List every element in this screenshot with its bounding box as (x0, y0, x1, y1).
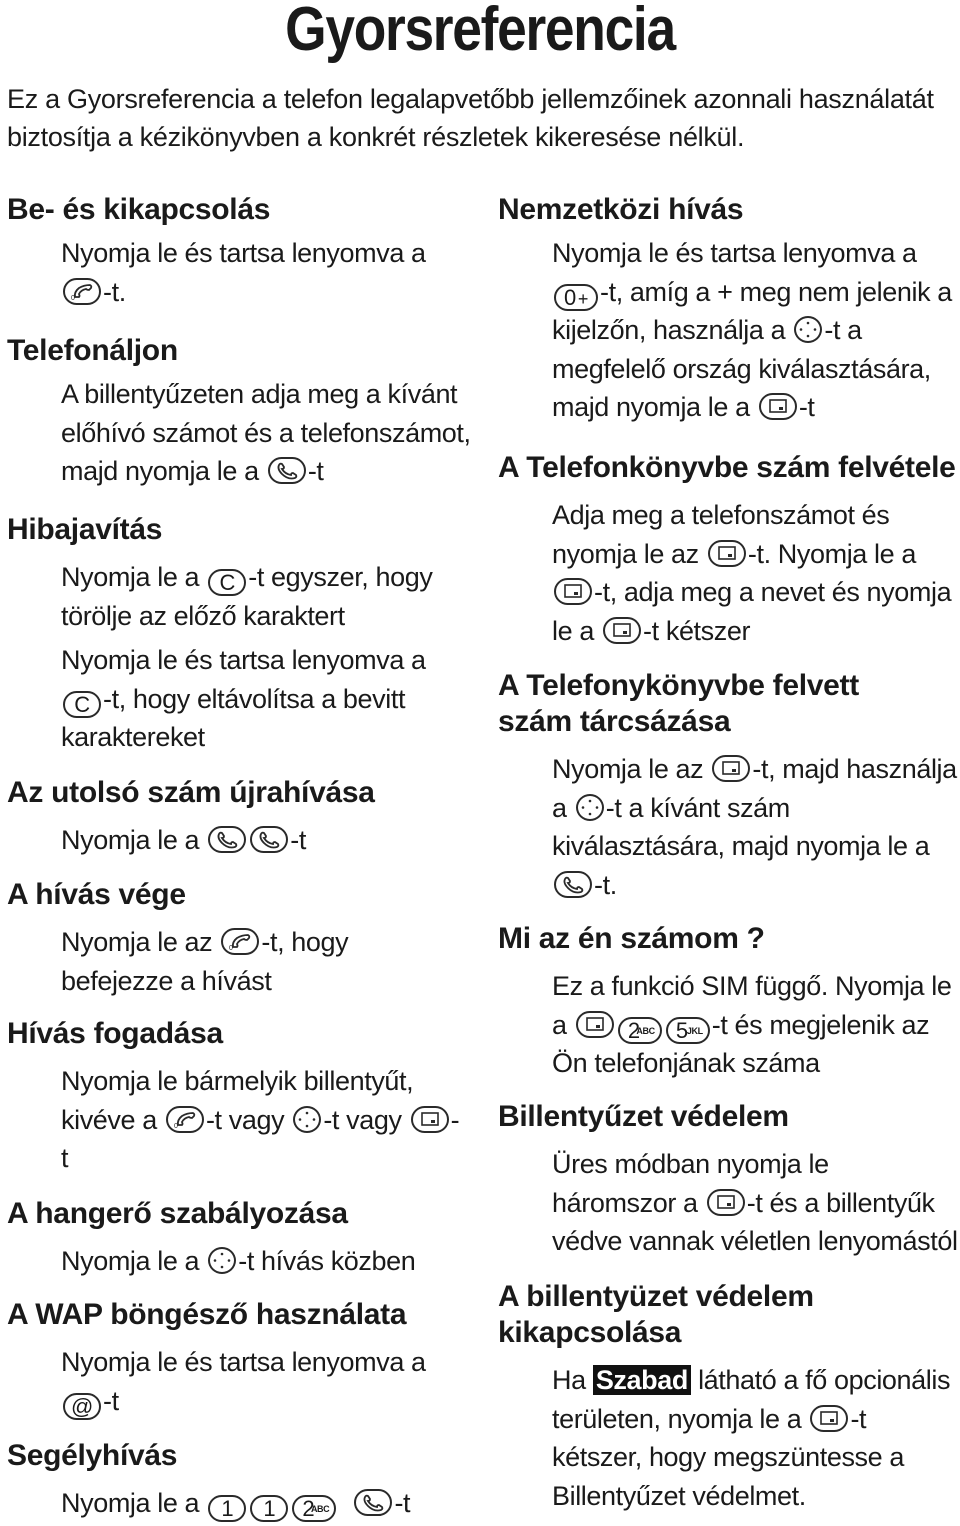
section-heading: A billentyüzet védelem kikapcsolása (498, 1280, 814, 1349)
section-body: Nyomja le a -t hívás közben (61, 1246, 416, 1276)
section-heading: Az utolsó szám újrahívása (7, 776, 375, 809)
status-highlight: Szabad (593, 1365, 691, 1395)
section-body: Nyomja le az -t, majd használja a -t a kívánt szám kiválasztására, majd nyomja le a -t. (552, 754, 957, 900)
section-body: Nyomja le a -t (61, 825, 306, 855)
key-1-icon: 1 (250, 1495, 288, 1522)
section-body: Ez a funkció SIM függő. Nyomja le a 2 ABC 5 JKL -t és megjelenik az Ön telefonjának száma (552, 971, 952, 1078)
section-body: Nyomja le az 0 -t, hogy befejezze a hívást (61, 927, 349, 996)
section-heading: Billentyűzet védelem (498, 1100, 789, 1133)
navigation-key-icon (576, 794, 604, 821)
menu-key-icon (603, 617, 641, 644)
section-heading: Nemzetközi hívás (498, 193, 744, 226)
menu-key-icon (708, 540, 746, 567)
section-body: Üres módban nyomja le háromszor a -t és a billentyűk védve vannak véletlen lenyomástól (552, 1149, 958, 1256)
section-body: Nyomja le és tartsa lenyomva a 0 -t. (61, 238, 426, 307)
section-heading: A Telefonykönyvbe felvett szám tárcsázása (498, 669, 859, 738)
section-correction (7, 512, 477, 757)
menu-key-icon (759, 393, 797, 420)
section-heading: Mi az én számom ? (498, 922, 765, 955)
key-0-plus-icon: 0 + (554, 284, 598, 311)
navigation-key-icon (794, 316, 822, 343)
end-call-key-icon (166, 1106, 204, 1133)
key-1-icon: 1 (208, 1495, 246, 1522)
section-heading: Telefonáljon (7, 334, 178, 367)
wap-key-icon: @ (63, 1393, 101, 1420)
section-keylock-off (498, 1279, 958, 1515)
section-body: Adja meg a telefonszámot és nyomja le az -t. Nyomja le a -t, adja meg a nevet és nyomja le a -t kétszer (552, 500, 952, 646)
section-body: Nyomja le a C -t egyszer, hogy törölje az előző karaktert Nyomja le és tartsa lenyomva a C -t, hogy eltávolítsa a bevitt karaktereket (61, 562, 433, 752)
section-heading: A hangerő szabályozása (7, 1197, 348, 1230)
page-title: Gyorsreferencia (285, 0, 675, 64)
section-heading: A WAP böngésző használata (7, 1298, 407, 1331)
svg-text:0: 0 (229, 945, 233, 952)
menu-key-icon (411, 1106, 449, 1133)
section-international (498, 192, 958, 427)
section-body: Nyomja le és tartsa lenyomva a 0 + -t, amíg a + meg nem jelenik a kijelzőn, használja a -t a megfelelő ország kiválasztására, majd nyomja le a -t (552, 238, 952, 422)
menu-key-icon (707, 1189, 745, 1216)
menu-key-icon (554, 578, 592, 605)
section-dial-contact (498, 668, 958, 904)
call-key-icon (250, 826, 288, 853)
section-heading: Hibajavítás (7, 513, 163, 546)
section-keylock (498, 1099, 958, 1261)
navigation-key-icon (208, 1247, 236, 1274)
call-key-icon (208, 826, 246, 853)
call-key-icon (354, 1489, 392, 1516)
menu-key-icon (810, 1405, 848, 1432)
section-heading: Hívás fogadása (7, 1017, 223, 1050)
section-end-call (7, 877, 477, 1000)
svg-text:0: 0 (173, 1122, 178, 1130)
menu-key-icon (712, 755, 750, 782)
section-heading: Segélyhívás (7, 1439, 178, 1472)
menu-key-icon (576, 1011, 614, 1038)
section-heading: Be- és kikapcsolás (7, 193, 271, 226)
section-power (7, 192, 477, 311)
section-body: Nyomja le bármelyik billentyűt, kivéve a 0 -t vagy -t vagy -t (61, 1066, 460, 1173)
section-heading: A hívás vége (7, 878, 186, 911)
section-my-number (498, 921, 958, 1083)
svg-text:0: 0 (71, 294, 75, 302)
section-body: Nyomja le a 1 1 2 ABC -t (61, 1488, 411, 1521)
section-body: A billentyűzeten adja meg a kívánt előhívó számot és a telefonszámot, majd nyomja le a -t (61, 379, 471, 486)
end-call-key-icon (63, 278, 101, 305)
section-body: Nyomja le és tartsa lenyomva a @ -t (61, 1347, 426, 1419)
section-body: Ha Szabad látható a fő opcionális területen, nyomja le a -t kétszer, hogy megszüntesse a Billentyűzet védelmet. (552, 1365, 951, 1511)
key-5-icon: 5 JKL (666, 1017, 710, 1044)
section-answer (7, 1016, 477, 1178)
call-key-icon (554, 871, 592, 898)
section-call (7, 333, 477, 491)
intro-text: Ez a Gyorsreferencia a telefon legalapvetőbb jellemzőinek azonnali használatát biztosítja a kézikönyvben a konkrét részletek kikeresése nélkül. (7, 84, 934, 152)
key-2-icon: 2 ABC (618, 1017, 662, 1044)
section-volume (7, 1196, 477, 1281)
clear-key-icon: C (63, 691, 101, 718)
section-emergency (7, 1438, 477, 1523)
call-key-icon (268, 457, 306, 484)
navigation-key-icon (293, 1106, 321, 1133)
section-redial (7, 775, 477, 860)
section-wap (7, 1297, 477, 1420)
key-2-icon: 2 ABC (292, 1495, 336, 1522)
section-heading: A Telefonkönyvbe szám felvétele (498, 451, 956, 484)
end-call-key-icon (221, 928, 259, 955)
section-add-contact (498, 450, 958, 650)
clear-key-icon: C (208, 569, 246, 596)
